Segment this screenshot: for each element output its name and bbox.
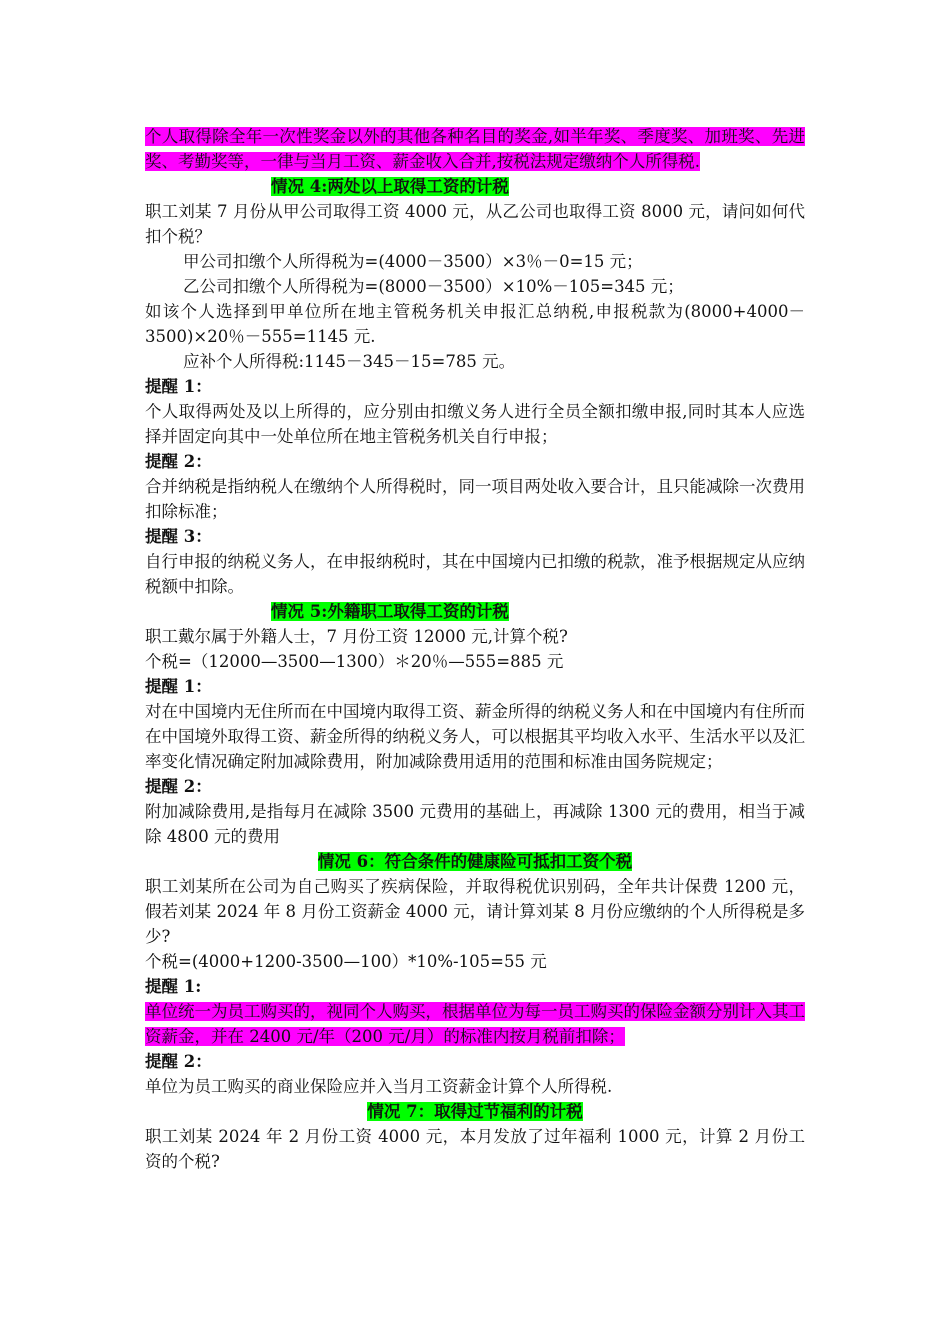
s4-reminder-3-label: 提醒 3： (145, 527, 212, 546)
section-4-heading: 情况 4:两处以上取得工资的计税 (271, 177, 509, 196)
section-5-heading: 情况 5:外籍职工取得工资的计税 (271, 602, 509, 621)
s5-reminder-1: 对在中国境内无住所而在中国境内取得工资、薪金所得的纳税义务人和在中国境内有住所而在中国境外取得工资、薪金所得的纳税义务人，可以根据其平均收入水平、生活水平以及汇率变化情况确定附加减除费用，附加减除费用适用的范围和标准由国务院规定； (145, 702, 805, 771)
s4-line-1: 甲公司扣缴个人所得税为=(4000－3500）×3％－0=15 元； (183, 252, 643, 271)
section-7-heading: 情况 7：取得过节福利的计税 (367, 1102, 583, 1121)
s6-line-1: 个税=(4000+1200-3500—100）*10%-105=55 元 (145, 952, 547, 971)
s7-question: 职工刘某 2024 年 2 月份工资 4000 元，本月发放了过年福利 1000 元，计算 2 月份工资的个税? (145, 1127, 805, 1171)
intro-paragraph: 个人取得除全年一次性奖金以外的其他各种名目的奖金,如半年奖、季度奖、加班奖、先进奖、考勤奖等，一律与当月工资、薪金收入合并,按税法规定缴纳个人所得税. (145, 127, 805, 171)
s5-question: 职工戴尔属于外籍人士，7 月份工资 12000 元,计算个税? (145, 627, 568, 646)
s4-reminder-2: 合并纳税是指纳税人在缴纳个人所得税时，同一项目两处收入要合计，且只能减除一次费用扣除标准； (145, 477, 805, 521)
s6-reminder-1-label: 提醒 1: (145, 977, 202, 996)
section-6-heading: 情况 6：符合条件的健康险可抵扣工资个税 (317, 852, 633, 871)
s5-reminder-2: 附加减除费用,是指每月在减除 3500 元费用的基础上，再减除 1300 元的费用，相当于减除 4800 元的费用 (145, 802, 805, 846)
s5-line-1: 个税=（12000—3500—1300）＊20％—555=885 元 (145, 652, 564, 671)
s6-reminder-1: 单位统一为员工购买的，视同个人购买，根据单位为每一员工购买的保险金额分别计入其工资薪金，并在 2400 元/年（200 元/月）的标准内按月税前扣除； (145, 1002, 805, 1046)
s5-reminder-2-label: 提醒 2： (145, 777, 212, 796)
s6-reminder-2-label: 提醒 2： (145, 1052, 212, 1071)
s6-reminder-2: 单位为员工购买的商业保险应并入当月工资薪金计算个人所得税. (145, 1077, 613, 1096)
s4-line-2: 乙公司扣缴个人所得税为=(8000－3500）×10%－105=345 元； (183, 277, 684, 296)
s4-reminder-2-label: 提醒 2： (145, 452, 212, 471)
document-page (145, 124, 805, 1174)
s6-question: 职工刘某所在公司为自己购买了疾病保险，并取得税优识别码，全年共计保费 1200 元，假若刘某 2024 年 8 月份工资薪金 4000 元，请计算刘某 8 月份应缴纳的个人所得税是多少? (145, 877, 805, 946)
s4-reminder-3: 自行申报的纳税义务人，在申报纳税时，其在中国境内已扣缴的税款，准予根据规定从应纳税额中扣除。 (145, 552, 805, 596)
s4-line-3: 如该个人选择到甲单位所在地主管税务机关申报汇总纳税,申报税款为(8000+4000－3500)×20％－555=1145 元. (145, 302, 805, 346)
s4-line-4: 应补个人所得税:1145－345－15=785 元。 (183, 352, 516, 371)
s4-reminder-1-label: 提醒 1： (145, 377, 212, 396)
s4-question: 职工刘某 7 月份从甲公司取得工资 4000 元，从乙公司也取得工资 8000 元，请问如何代扣个税？ (145, 202, 805, 246)
s4-reminder-1: 个人取得两处及以上所得的，应分别由扣缴义务人进行全员全额扣缴申报,同时其本人应选择并固定向其中一处单位所在地主管税务机关自行申报； (145, 402, 805, 446)
s5-reminder-1-label: 提醒 1： (145, 677, 212, 696)
